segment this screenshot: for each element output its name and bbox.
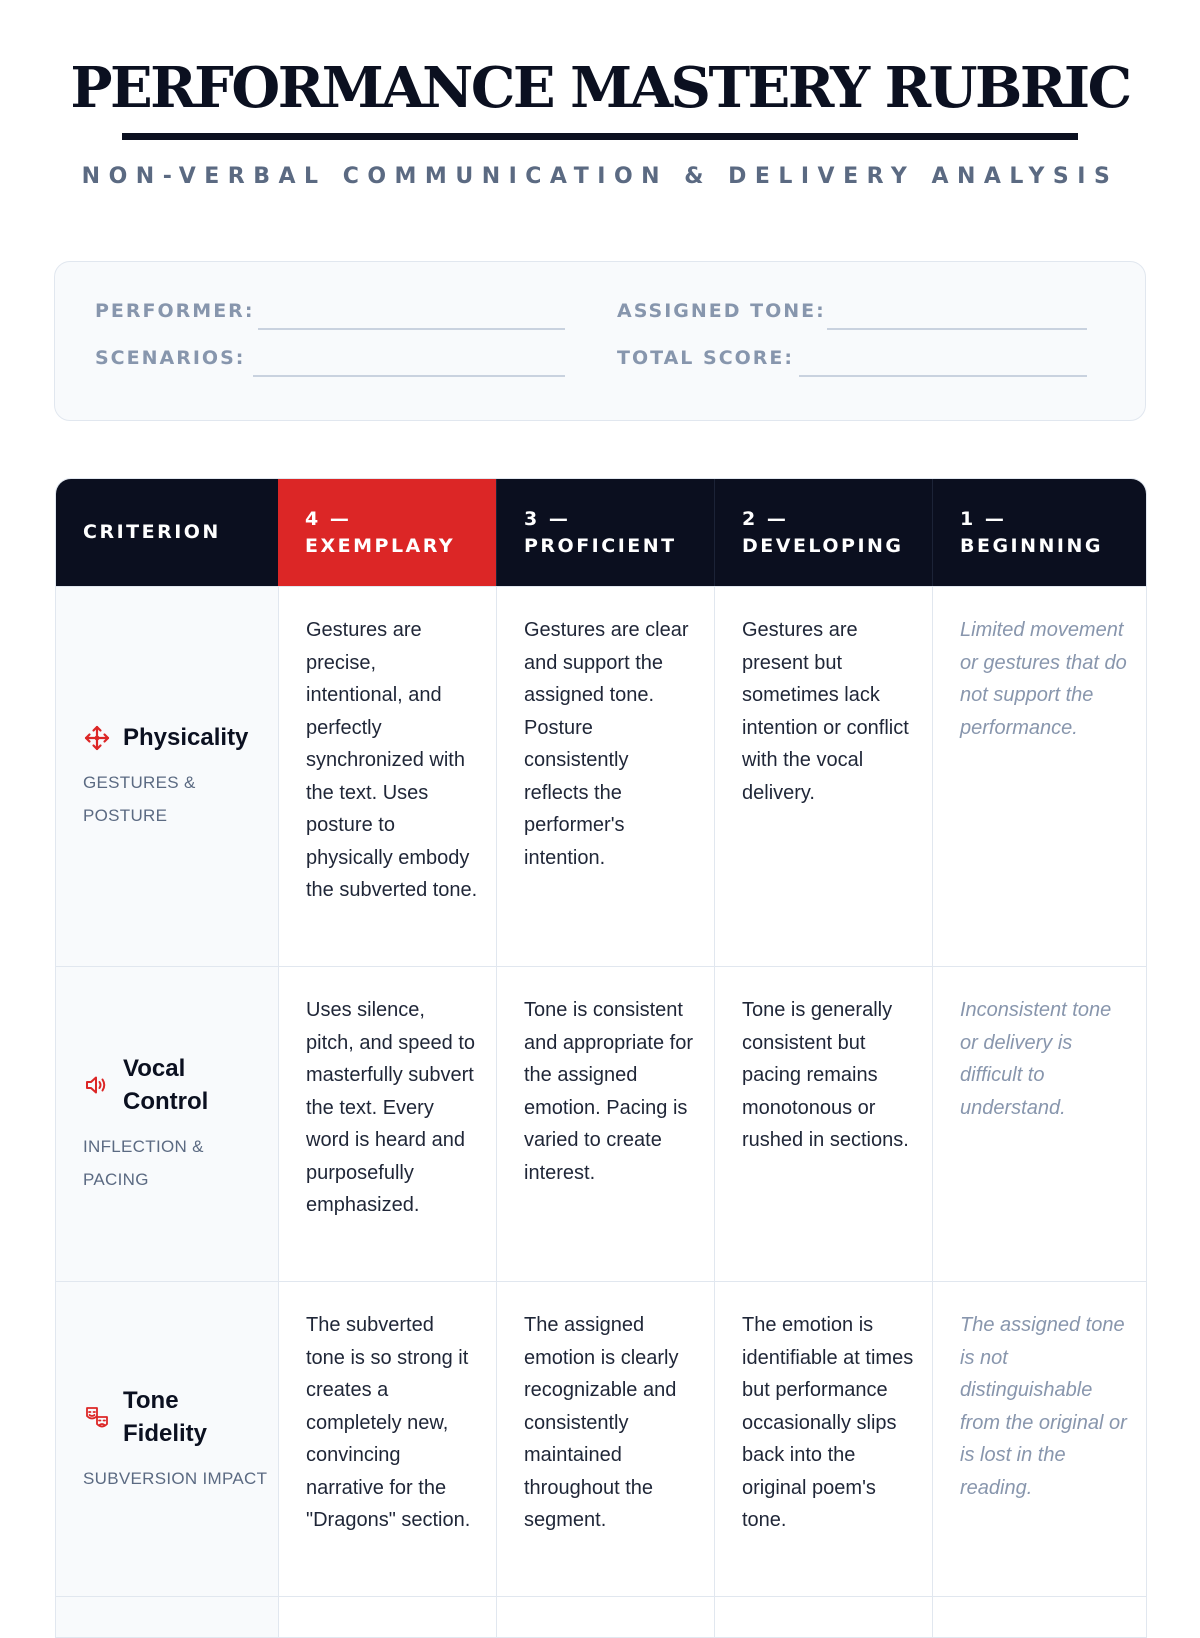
beginning-cell: The assigned tone is not distinguishable from the original or is lost in the reading. xyxy=(932,1282,1147,1596)
table-row-tone-fidelity xyxy=(56,1281,1147,1596)
table-row-physicality xyxy=(56,586,1147,966)
performer-info-card xyxy=(54,261,1146,421)
beginning-cell: Limited movement or gestures that do not support the performance. xyxy=(932,587,1147,966)
criterion-name: Physicality xyxy=(123,724,249,751)
criterion-subtitle: SUBVERSION IMPACT xyxy=(83,1468,268,1488)
proficient-cell: The assigned emotion is clearly recognizable and consistently maintained throughout the segment. xyxy=(496,1282,714,1596)
scenarios-label: SCENARIOS: xyxy=(95,347,246,369)
page-title: PERFORMANCE MASTERY RUBRIC xyxy=(70,55,1130,121)
page-subtitle: NON-VERBAL COMMUNICATION & DELIVERY ANALYSIS xyxy=(81,164,1119,189)
table-header xyxy=(56,479,1147,586)
developing-cell: The emotion is identifiable at times but performance occasionally slips back into the original poem's tone. xyxy=(714,1282,932,1596)
criterion-name: Vocal Control xyxy=(123,1055,209,1115)
header-proficient: 3 — PROFICIENT xyxy=(496,479,714,586)
performer-field xyxy=(95,296,254,326)
developing-cell: Tone is generally consistent but pacing remains monotonous or rushed in sections. xyxy=(714,967,932,1281)
performer-input-line[interactable] xyxy=(258,328,565,330)
move-arrows-icon xyxy=(83,724,111,752)
criterion-subtitle: GESTURES & POSTURE xyxy=(83,773,196,825)
volume-icon xyxy=(83,1071,111,1099)
rubric-table xyxy=(55,478,1147,1638)
title-underline xyxy=(122,133,1078,140)
criterion-cell xyxy=(56,587,278,966)
exemplary-cell: The subverted tone is so strong it creates a completely new, convincing narrative for the "Dragons" section. xyxy=(278,1282,496,1596)
total-score-field xyxy=(617,343,794,373)
developing-cell xyxy=(714,1597,932,1638)
criterion-cell xyxy=(56,1597,278,1638)
proficient-cell xyxy=(496,1597,714,1638)
assigned-tone-input-line[interactable] xyxy=(827,328,1087,330)
criterion-subtitle: INFLECTION & PACING xyxy=(83,1137,204,1189)
proficient-cell: Tone is consistent and appropriate for the assigned emotion. Pacing is varied to create interest. xyxy=(496,967,714,1281)
theater-masks-icon xyxy=(83,1403,111,1431)
developing-cell: Gestures are present but sometimes lack intention or conflict with the vocal delivery. xyxy=(714,587,932,966)
scenarios-field xyxy=(95,343,245,373)
header-criterion: CRITERION xyxy=(83,521,221,543)
criterion-cell xyxy=(56,967,278,1281)
header-beginning: 1 — BEGINNING xyxy=(932,479,1147,586)
exemplary-cell: Gestures are precise, intentional, and perfectly synchronized with the text. Uses posture to physically embody the subverted tone. xyxy=(278,587,496,966)
beginning-cell xyxy=(932,1597,1147,1638)
exemplary-cell: Uses silence, pitch, and speed to masterfully subvert the text. Every word is heard and purposefully emphasized. xyxy=(278,967,496,1281)
total-score-input-line[interactable] xyxy=(799,375,1087,377)
header-developing: 2 — DEVELOPING xyxy=(714,479,932,586)
beginning-cell: Inconsistent tone or delivery is difficult to understand. xyxy=(932,967,1147,1281)
header-exemplary: 4 — EXEMPLARY xyxy=(278,479,496,586)
table-row-partial xyxy=(56,1596,1147,1638)
exemplary-cell xyxy=(278,1597,496,1638)
assigned-tone-field xyxy=(617,296,826,326)
performer-label: PERFORMER: xyxy=(95,300,255,322)
assigned-tone-label: ASSIGNED TONE: xyxy=(617,300,826,322)
total-score-label: TOTAL SCORE: xyxy=(617,347,795,369)
criterion-cell xyxy=(56,1282,278,1596)
proficient-cell: Gestures are clear and support the assigned tone. Posture consistently reflects the performer's intention. xyxy=(496,587,714,966)
scenarios-input-line[interactable] xyxy=(253,375,565,377)
table-row-vocal-control xyxy=(56,966,1147,1281)
criterion-name: Tone Fidelity xyxy=(123,1386,208,1447)
